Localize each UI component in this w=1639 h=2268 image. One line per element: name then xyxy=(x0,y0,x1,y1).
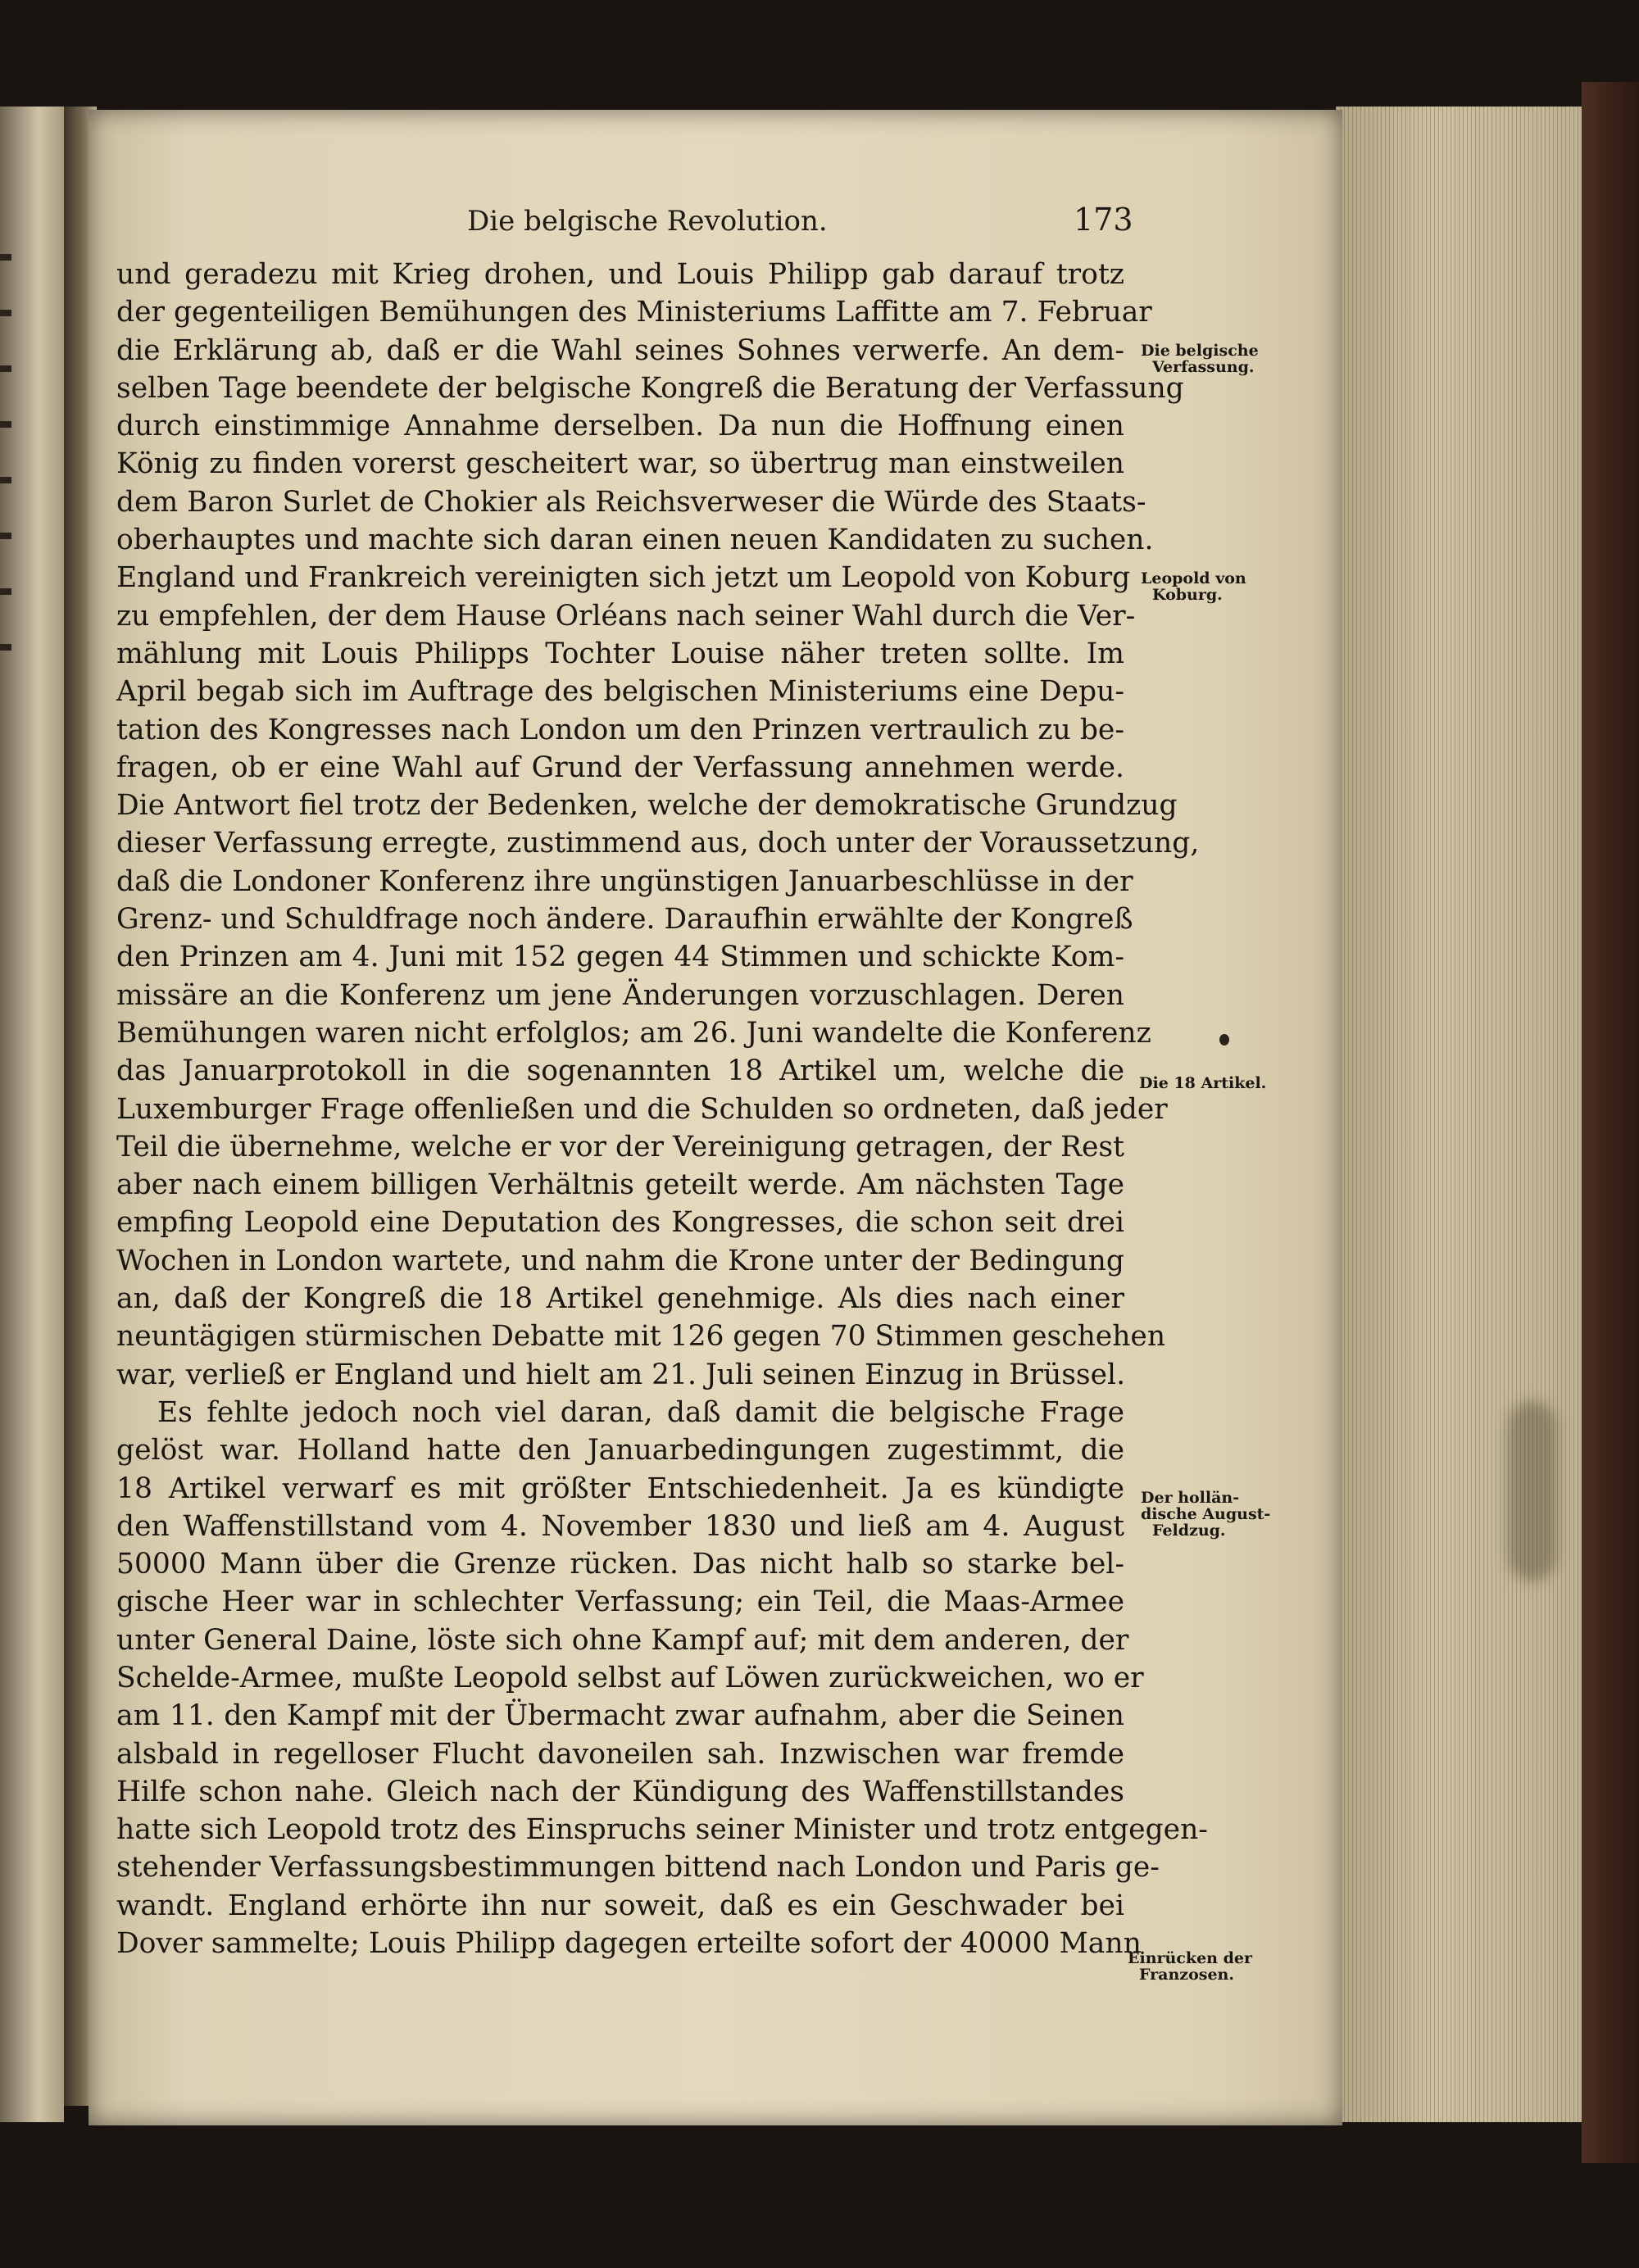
margin-note-line: Feldzug. xyxy=(1152,1522,1226,1540)
margin-note-line: Koburg. xyxy=(1152,586,1223,604)
text-line: dem Baron Surlet de Chokier als Reichsverweser die Würde des Staats- xyxy=(116,485,1146,519)
text-line: durch einstimmige Annahme derselben. Da nun die Hoffnung einen xyxy=(116,410,1124,443)
text-line: alsbald in regelloser Flucht davoneilen sah. Inzwischen war fremde xyxy=(116,1737,1124,1771)
running-header-title: Die belgische Revolution. xyxy=(467,205,828,238)
text-line: gische Heer war in schlechter Verfassung; ein Teil, die Maas-Armee xyxy=(116,1585,1124,1619)
text-line: Hilfe schon nahe. Gleich nach der Kündigung des Waffenstillstandes xyxy=(116,1775,1124,1808)
margin-note-line: dische August- xyxy=(1141,1505,1271,1523)
text-line: mählung mit Louis Philipps Tochter Louise näher treten sollte. Im xyxy=(116,637,1124,670)
text-line: Teil die übernehme, welche er vor der Vereinigung getragen, der Rest xyxy=(116,1130,1124,1163)
page-edge-stain xyxy=(1508,1401,1557,1581)
text-line: den Prinzen am 4. Juni mit 152 gegen 44 Stimmen und schickte Kom- xyxy=(116,941,1124,974)
running-header xyxy=(467,202,1133,246)
left-page-edge-marks xyxy=(0,254,11,664)
text-line: der gegenteiligen Bemühungen des Ministeriums Laffitte am 7. Februar xyxy=(116,296,1152,329)
text-line: unter General Daine, löste sich ohne Kampf auf; mit dem anderen, der xyxy=(116,1623,1129,1657)
margin-note-line: Leopold von xyxy=(1141,569,1246,587)
left-page-fragment xyxy=(0,107,64,2122)
margin-note-line: Einrücken der xyxy=(1128,1949,1252,1967)
text-line: die Erklärung ab, daß er die Wahl seines Sohnes verwerfe. An dem- xyxy=(116,333,1124,367)
text-line: war, verließ er England und hielt am 21. Juli seinen Einzug in Brüssel. xyxy=(116,1358,1126,1391)
text-line: 50000 Mann über die Grenze rücken. Das nicht halb so starke bel- xyxy=(116,1548,1124,1581)
text-line: Wochen in London wartete, und nahm die Krone unter der Bedingung xyxy=(116,1244,1124,1277)
text-line: Schelde-Armee, mußte Leopold selbst auf Löwen zurückweichen, wo er xyxy=(116,1661,1144,1694)
text-line: und geradezu mit Krieg drohen, und Louis Philipp gab darauf trotz xyxy=(116,258,1124,291)
text-line: Bemühungen waren nicht erfolglos; am 26. Juni wandelte die Konferenz xyxy=(116,1016,1151,1050)
text-line: am 11. den Kampf mit der Übermacht zwar aufnahm, aber die Seinen xyxy=(116,1699,1124,1733)
text-line: England und Frankreich vereinigten sich jetzt um Leopold von Koburg xyxy=(116,561,1131,595)
text-line: aber nach einem billigen Verhältnis geteilt werde. Am nächsten Tage xyxy=(116,1168,1124,1202)
page-number: 173 xyxy=(1074,202,1133,238)
text-line: tation des Kongresses nach London um den Prinzen vertraulich zu be- xyxy=(116,713,1124,746)
text-line: oberhauptes und machte sich daran einen neuen Kandidaten zu suchen. xyxy=(116,524,1154,557)
text-line: 18 Artikel verwarf es mit größter Entschiedenheit. Ja es kündigte xyxy=(116,1472,1124,1505)
text-line: König zu finden vorerst gescheitert war, so übertrug man einstweilen xyxy=(116,447,1124,481)
margin-note-line: Franzosen. xyxy=(1139,1966,1234,1984)
margin-note-leopold xyxy=(1141,570,1272,603)
book-cover-edge xyxy=(1582,82,1639,2163)
text-line: daß die Londoner Konferenz ihre ungünstigen Januarbeschlüsse in der xyxy=(116,864,1133,898)
text-line: gelöst war. Holland hatte den Januarbedingungen zugestimmt, die xyxy=(116,1434,1124,1467)
margin-note-line: Die belgische xyxy=(1141,342,1259,360)
text-line: fragen, ob er eine Wahl auf Grund der Verfassung annehmen werde. xyxy=(116,751,1124,784)
page-block-edges xyxy=(1336,107,1582,2122)
margin-note-line: Die 18 Artikel. xyxy=(1139,1074,1267,1092)
text-line: dieser Verfassung erregte, zustimmend aus, doch unter der Voraussetzung, xyxy=(116,827,1200,860)
text-line: empfing Leopold eine Deputation des Kongresses, die schon seit drei xyxy=(116,1206,1124,1240)
text-line: Es fehlte jedoch noch viel daran, daß damit die belgische Frage xyxy=(157,1395,1124,1429)
text-line: missäre an die Konferenz um jene Änderungen vorzuschlagen. Deren xyxy=(116,978,1124,1012)
text-line: das Januarprotokoll in die sogenannten 18 Artikel um, welche die xyxy=(116,1055,1124,1088)
text-line: April begab sich im Auftrage des belgischen Ministeriums eine Depu- xyxy=(116,675,1124,709)
margin-note-verfassung xyxy=(1141,342,1272,375)
text-line: an, daß der Kongreß die 18 Artikel genehmige. Als dies nach einer xyxy=(116,1282,1124,1316)
margin-note-line: Der hollän- xyxy=(1141,1489,1240,1507)
text-line: stehender Verfassungsbestimmungen bittend nach London und Paris ge- xyxy=(116,1851,1160,1885)
text-line: wandt. England erhörte ihn nur soweit, daß es ein Geschwader bei xyxy=(116,1889,1124,1922)
text-line: neuntägigen stürmischen Debatte mit 126 gegen 70 Stimmen geschehen xyxy=(116,1320,1166,1354)
margin-note-feldzug xyxy=(1141,1490,1272,1539)
text-line: hatte sich Leopold trotz des Einspruchs seiner Minister und trotz entgegen- xyxy=(116,1813,1208,1847)
text-line: Luxemburger Frage offenließen und die Schulden so ordneten, daß jeder xyxy=(116,1092,1168,1126)
text-line: Dover sammelte; Louis Philipp dagegen erteilte sofort der 40000 Mann xyxy=(116,1927,1142,1961)
ink-dot xyxy=(1219,1034,1229,1046)
text-line: zu empfehlen, der dem Hause Orléans nach seiner Wahl durch die Ver- xyxy=(116,599,1136,633)
margin-note-18-artikel xyxy=(1139,1075,1270,1091)
margin-note-line: Verfassung. xyxy=(1152,358,1255,376)
text-line: Grenz- und Schuldfrage noch ändere. Daraufhin erwählte der Kongreß xyxy=(116,903,1133,937)
text-line: Die Antwort fiel trotz der Bedenken, welche der demokratische Grundzug xyxy=(116,789,1178,823)
text-line: selben Tage beendete der belgische Kongreß die Beratung der Verfassung xyxy=(116,371,1184,405)
text-line: den Waffenstillstand vom 4. November 1830 und ließ am 4. August xyxy=(116,1509,1124,1543)
margin-note-franzosen xyxy=(1128,1950,1259,1983)
